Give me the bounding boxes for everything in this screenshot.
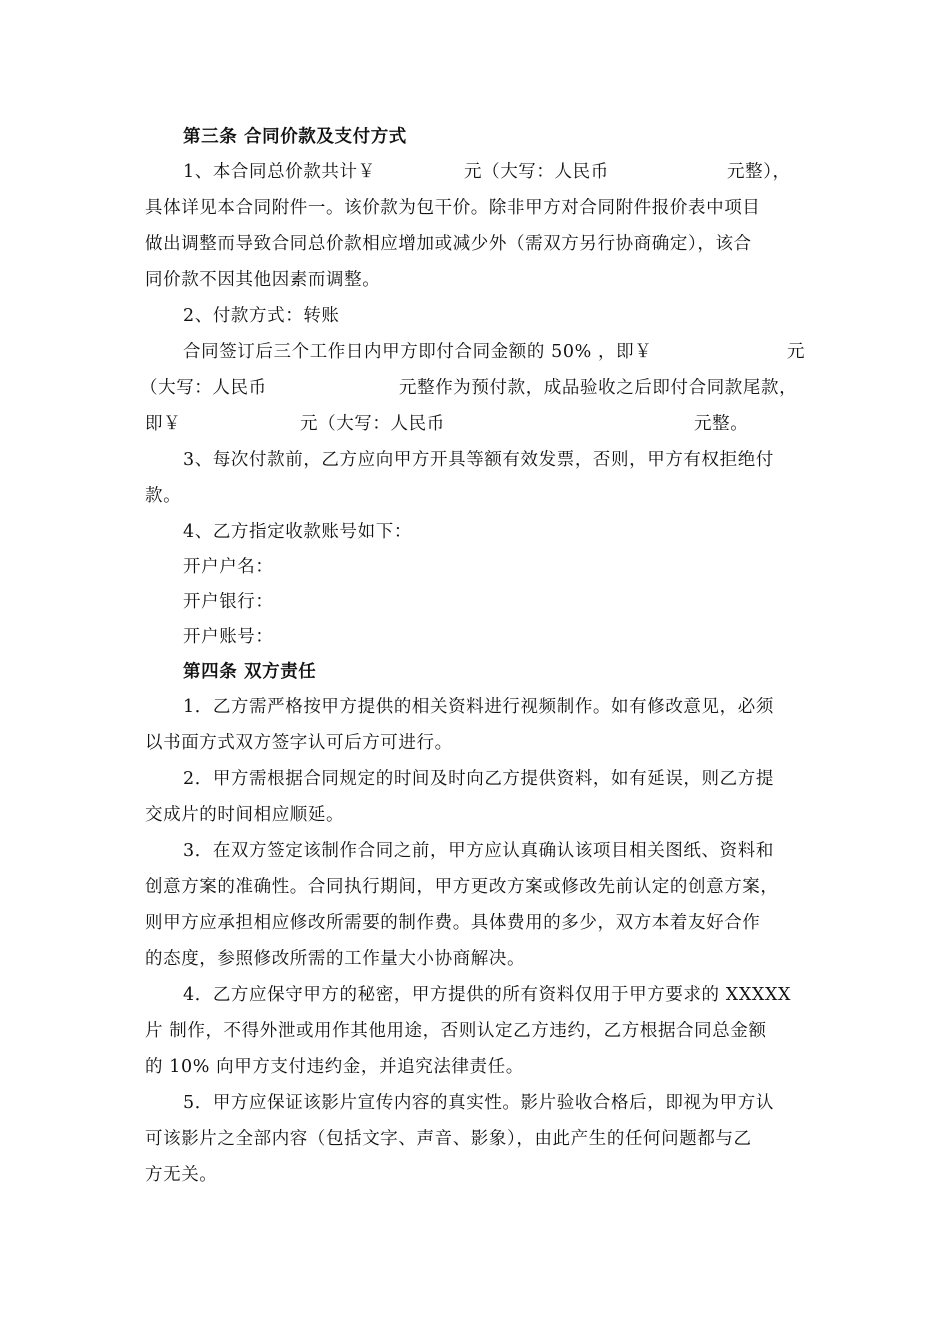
invoice-line-1: 3、每次付款前，乙方应向甲方开具等额有效发票，否则，甲方有权拒绝付: [183, 450, 774, 470]
account-number-label: 开户账号：: [183, 627, 274, 647]
section4-title: 第四条 双方责任: [183, 662, 317, 682]
duty-4-line-2: 片 制作，不得外泄或用作其他用途，否则认定乙方违约，乙方根据合同总金额: [145, 1021, 767, 1041]
price-line-1-a: 1、本合同总价款共计￥: [183, 162, 376, 182]
payment-line-3-c: 元整。: [694, 414, 749, 434]
duty-2-line-2: 交成片的时间相应顺延。: [145, 805, 345, 825]
duty-1-line-1: 1．乙方需严格按甲方提供的相关资料进行视频制作。如有修改意见，必须: [183, 697, 774, 717]
payment-line-2-b: 元整作为预付款，成品验收之后即付合同款尾款，: [399, 378, 798, 398]
duty-2-line-1: 2．甲方需根据合同规定的时间及时向乙方提供资料，如有延误，则乙方提: [183, 769, 774, 789]
payment-line-3-b: 元（大写：人民币: [300, 414, 445, 434]
duty-5-line-1: 5．甲方应保证该影片宣传内容的真实性。影片验收合格后，即视为甲方认: [183, 1093, 774, 1113]
price-line-3: 做出调整而导致合同总价款相应增加或减少外（需双方另行协商确定），该合: [145, 234, 752, 254]
account-name-label: 开户户名：: [183, 557, 274, 577]
duty-3-line-2: 创意方案的准确性。合同执行期间，甲方更改方案或修改先前认定的创意方案，: [145, 877, 779, 897]
section3-title: 第三条 合同价款及支付方式: [183, 127, 407, 147]
price-line-1-b: 元（大写：人民币: [464, 162, 609, 182]
price-line-4: 同价款不因其他因素而调整。: [145, 270, 381, 290]
payment-line-1-a: 合同签订后三个工作日内甲方即付合同金额的 50% ，即￥: [183, 342, 653, 362]
duty-3-line-4: 的态度，参照修改所需的工作量大小协商解决。: [145, 949, 526, 969]
account-bank-label: 开户银行：: [183, 592, 274, 612]
price-line-2: 具体详见本合同附件一。该价款为包干价。除非甲方对合同附件报价表中项目: [145, 198, 761, 218]
payment-line-1-b: 元: [787, 342, 806, 362]
duty-4-line-1: 4．乙方应保守甲方的秘密，甲方提供的所有资料仅用于甲方要求的 XXXXX: [183, 985, 792, 1005]
invoice-line-2: 款。: [145, 486, 182, 506]
duty-3-line-3: 则甲方应承担相应修改所需要的制作费。具体费用的多少，双方本着友好合作: [145, 913, 761, 933]
payment-line-2-a: （大写：人民币: [140, 378, 267, 398]
price-line-1-c: 元整），: [727, 162, 791, 182]
duty-4-line-3: 的 10% 向甲方支付违约金，并追究法律责任。: [145, 1057, 524, 1077]
account-intro: 4、乙方指定收款账号如下：: [183, 522, 412, 542]
payment-method: 2、付款方式：转账: [183, 306, 340, 326]
duty-3-line-1: 3．在双方签定该制作合同之前，甲方应认真确认该项目相关图纸、资料和: [183, 841, 774, 861]
duty-1-line-2: 以书面方式双方签字认可后方可进行。: [145, 733, 453, 753]
duty-5-line-3: 方无关。: [145, 1165, 218, 1185]
payment-line-3-a: 即￥: [145, 414, 182, 434]
duty-5-line-2: 可该影片之全部内容（包括文字、声音、影象），由此产生的任何问题都与乙: [145, 1129, 752, 1149]
